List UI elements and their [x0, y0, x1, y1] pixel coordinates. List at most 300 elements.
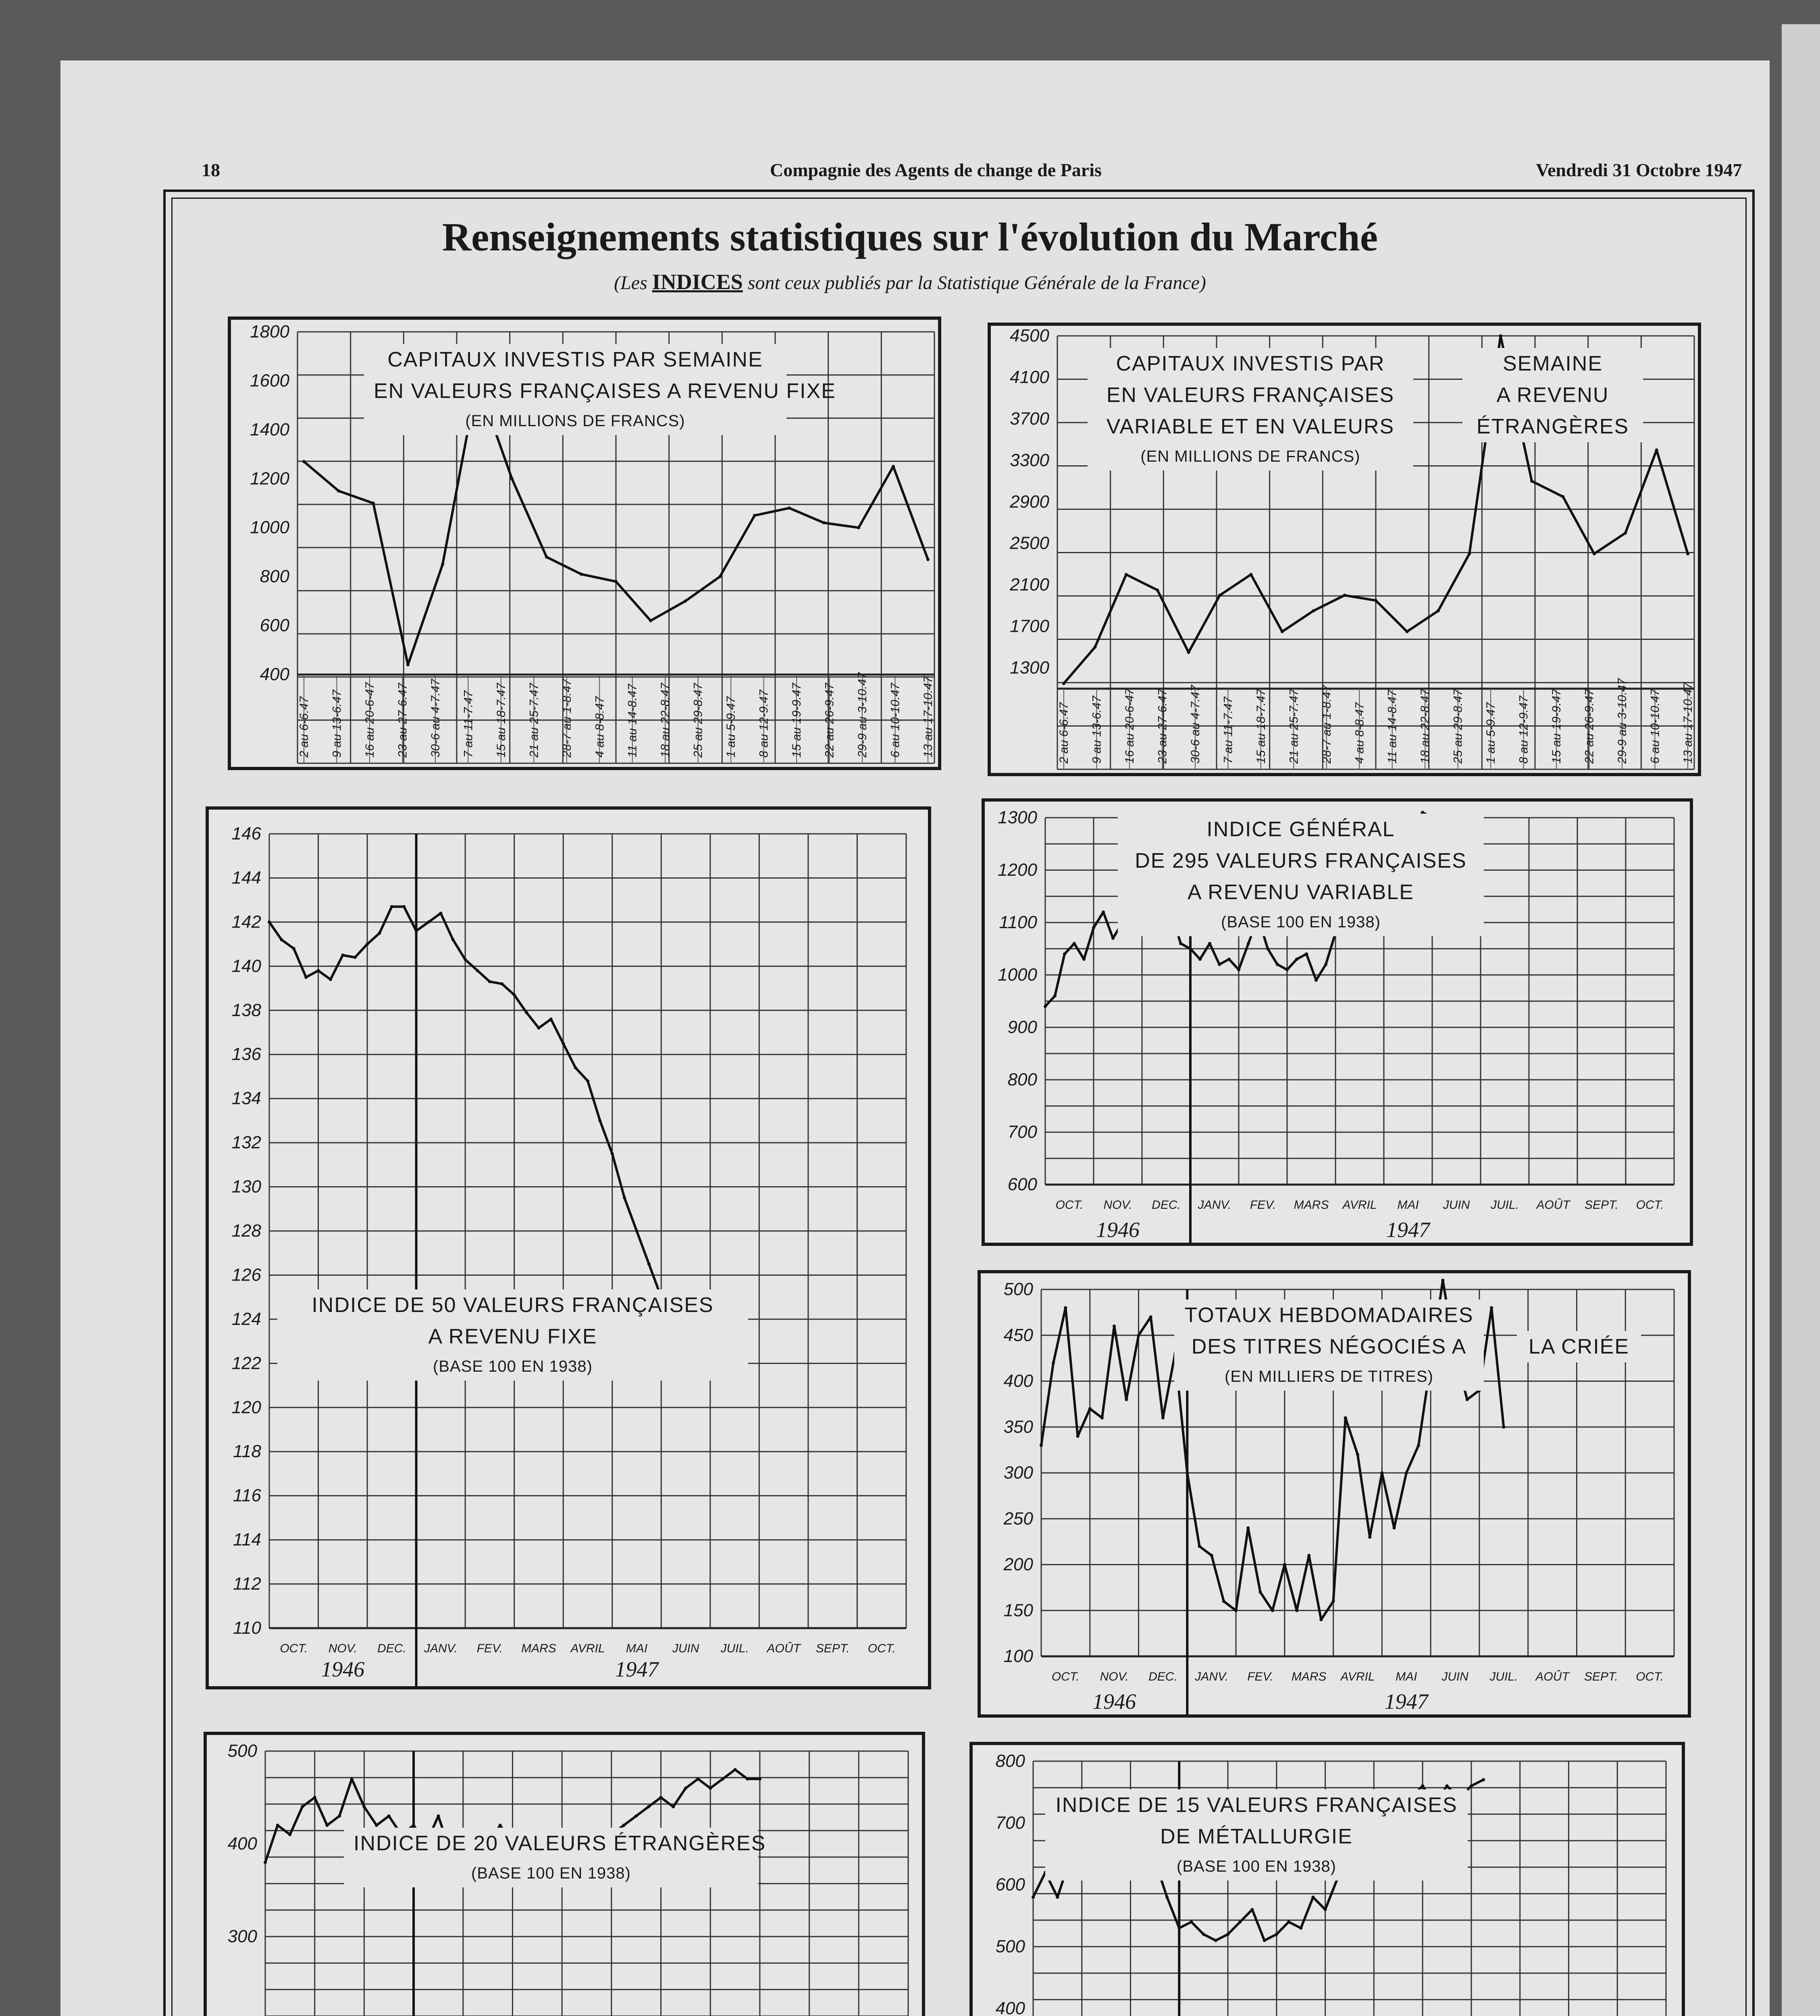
variable-data-point [1499, 334, 1502, 337]
fixed-week-label: 15 au 18-7.47 [494, 683, 508, 758]
fixed-week-label: 22 au 26-9.47 [823, 683, 836, 758]
i295-data-point [1324, 963, 1327, 966]
totaux-month-label: JANV. [1195, 1670, 1229, 1683]
fixed-data-point [649, 619, 652, 622]
variable-data-point [1312, 609, 1315, 612]
chart-capitaux-variable-title-left: CAPITAUX INVESTIS PAR EN VALEURS FRANÇAISES VARIABLE ET EN VALEURS [1106, 352, 1395, 438]
i50-year-label: 1946 [321, 1657, 365, 1681]
chart-capitaux-fixe [228, 317, 941, 770]
i15-data-point [1202, 1933, 1205, 1936]
i15-data-point [1299, 1926, 1302, 1930]
i50-ytick-label: 112 [233, 1574, 261, 1594]
totaux-data-point [1064, 1306, 1067, 1310]
chart-indice-295-title-box [1118, 814, 1484, 936]
chart-totaux-hebdo-title-left-box [1174, 1300, 1484, 1391]
variable-week-label: 13 au 17-10.47 [1681, 682, 1695, 764]
i295-data-point [1102, 910, 1105, 914]
i50-data-point [451, 938, 455, 941]
i50-ytick-label: 114 [233, 1530, 261, 1550]
i295-data-point [1218, 963, 1221, 966]
totaux-data-point [1502, 1425, 1505, 1429]
totaux-month-label: MAI [1396, 1670, 1417, 1683]
chart-indice-50-base: (BASE 100 EN 1938) [433, 1358, 593, 1375]
i295-ytick-label: 800 [1007, 1070, 1037, 1089]
i50-year-label: 1947 [615, 1657, 659, 1681]
i50-month-label: AVRIL [570, 1642, 605, 1655]
i15-data-point [1324, 1908, 1327, 1911]
totaux-month-label: NOV. [1100, 1670, 1129, 1683]
i50-data-point [611, 1152, 614, 1155]
totaux-data-point [1100, 1416, 1104, 1420]
i295-ytick-label: 1200 [998, 860, 1037, 880]
i50-data-point [427, 921, 430, 924]
i295-data-point [1073, 942, 1076, 945]
i20-data-point [288, 1833, 291, 1836]
variable-data-point [1437, 609, 1440, 612]
i50-data-point [598, 1119, 601, 1122]
variable-data-point [1686, 552, 1689, 555]
i295-data-point [1053, 994, 1057, 998]
variable-data-point [1374, 599, 1377, 602]
fixed-week-label: 11 au 14-8.47 [626, 684, 639, 758]
fixed-week-label: 8 au 12-9.47 [757, 689, 771, 758]
i295-month-label: FEV. [1250, 1198, 1276, 1212]
i295-ytick-label: 900 [1007, 1017, 1037, 1037]
totaux-month-label: OCT. [1051, 1670, 1080, 1683]
i50-data-point [366, 943, 369, 946]
i295-month-label: DEC. [1152, 1198, 1181, 1212]
i50-ytick-label: 110 [233, 1618, 261, 1638]
i15-data-point [1177, 1926, 1181, 1930]
i50-data-point [623, 1196, 626, 1200]
fixed-week-label: 13 au 17-10.47 [921, 676, 935, 758]
variable-week-label: 21 au 25-7.47 [1287, 689, 1301, 764]
totaux-data-point [1076, 1435, 1080, 1438]
i295-data-point [1305, 952, 1308, 956]
variable-ytick-label: 2500 [1010, 533, 1049, 553]
i295-year-label: 1946 [1096, 1218, 1140, 1242]
variable-data-point [1593, 552, 1596, 555]
variable-ytick-label: 2900 [1010, 492, 1049, 512]
i15-data-point [1275, 1933, 1278, 1936]
i295-data-point [1082, 958, 1086, 961]
variable-ytick-label: 1700 [1010, 616, 1049, 636]
fixed-data-point [857, 526, 860, 529]
i50-ytick-label: 140 [231, 956, 261, 976]
i50-ytick-label: 132 [231, 1133, 261, 1153]
totaux-data-point [1258, 1591, 1262, 1594]
i20-data-point [734, 1768, 737, 1771]
i295-month-label: MAI [1397, 1198, 1419, 1212]
variable-week-label: 9 au 13-6.47 [1090, 696, 1104, 764]
fixed-data-point [892, 465, 895, 468]
variable-week-label: 28-7 au 1-8.47 [1320, 685, 1333, 764]
fixed-week-label: 28-7 au 1-8.47 [560, 679, 574, 758]
chart-totaux-hebdo-base: (EN MILLIERS DE TITRES) [1225, 1368, 1433, 1385]
totaux-data-point [1271, 1609, 1274, 1612]
variable-week-label: 15 au 18-7.47 [1254, 689, 1268, 764]
chart-indice-15-title: INDICE DE 15 VALEURS FRANÇAISES DE MÉTALLURGIE [1055, 1793, 1458, 1848]
chart-indice-295 [982, 798, 1693, 1246]
variable-week-label: 11 au 14-8.47 [1385, 690, 1399, 764]
variable-ytick-label: 4100 [1010, 367, 1049, 387]
chart-indice-20-title-box [344, 1828, 766, 1887]
totaux-month-label: AOÛT [1535, 1670, 1569, 1683]
i15-ytick-label: 600 [995, 1874, 1025, 1895]
i50-data-point [500, 982, 503, 985]
totaux-data-point [1405, 1471, 1408, 1475]
i15-data-point [1190, 1920, 1193, 1924]
i50-data-point [439, 912, 442, 915]
variable-week-label: 2 au 6-6.47 [1057, 702, 1071, 764]
totaux-data-point [1319, 1618, 1323, 1621]
totaux-data-point [1052, 1361, 1055, 1364]
i20-data-point [634, 1814, 638, 1818]
variable-week-label: 23 au 27-6.47 [1156, 689, 1169, 764]
fixed-ytick-label: 600 [260, 615, 289, 635]
i15-data-point [1226, 1933, 1229, 1936]
i295-data-point [1179, 942, 1182, 945]
subtitle-post: sont ceux publiés par la Statistique Générale de la France) [747, 272, 1206, 294]
i15-data-point [1287, 1920, 1290, 1924]
i50-ytick-label: 130 [231, 1177, 261, 1197]
totaux-ytick-label: 400 [1003, 1371, 1033, 1391]
totaux-ytick-label: 500 [1003, 1279, 1033, 1299]
totaux-data-point [1417, 1444, 1420, 1447]
totaux-data-point [1234, 1609, 1238, 1612]
i50-data-point [488, 980, 491, 983]
i50-data-point [415, 929, 418, 933]
chart-indice-20-title: INDICE DE 20 VALEURS ÉTRANGÈRES [354, 1832, 766, 1855]
i20-data-point [313, 1796, 316, 1799]
fixed-week-label: 2 au 6-6.47 [297, 696, 311, 758]
i20-data-point [350, 1777, 354, 1781]
i295-month-label: NOV. [1103, 1198, 1132, 1212]
chart-indice-50-title: INDICE DE 50 VALEURS FRANÇAISES A REVENU FIXE [312, 1293, 714, 1348]
i15-data-point [1421, 1784, 1424, 1787]
chart-totaux-hebdo-title-right-box [1517, 1331, 1641, 1362]
i50-data-point [635, 1229, 639, 1233]
i50-ytick-label: 142 [231, 912, 261, 932]
i50-ytick-label: 124 [231, 1309, 261, 1329]
i20-data-point [758, 1777, 761, 1781]
totaux-data-point [1040, 1444, 1043, 1447]
i50-data-point [525, 1011, 528, 1014]
totaux-data-point [1210, 1554, 1213, 1557]
totaux-month-label: FEV. [1247, 1670, 1273, 1683]
i295-data-point [1315, 979, 1318, 982]
i20-ytick-label: 300 [227, 1926, 257, 1946]
i295-month-label: JANV. [1198, 1198, 1231, 1212]
i295-data-point [1189, 947, 1192, 950]
i50-data-point [341, 954, 344, 957]
page-edge [1782, 24, 1820, 2016]
totaux-data-point [1441, 1279, 1444, 1282]
i50-month-label: NOV. [328, 1642, 357, 1655]
variable-data-point [1468, 552, 1471, 555]
fixed-week-label: 1 au 5-9.47 [724, 696, 738, 758]
i15-data-point [1311, 1895, 1315, 1899]
page-subtitle [0, 269, 1820, 294]
fixed-week-label: 9 au 13-6.47 [330, 689, 344, 758]
chart-indice-20-base: (BASE 100 EN 1938) [471, 1864, 631, 1882]
i295-data-point [1092, 926, 1095, 929]
fixed-data-point [510, 477, 514, 480]
i50-data-point [378, 931, 381, 935]
totaux-data-point [1332, 1600, 1335, 1603]
totaux-data-point [1356, 1453, 1359, 1456]
totaux-data-point [1222, 1600, 1225, 1603]
i20-data-point [338, 1814, 341, 1818]
fixed-week-label: 15 au 19-9.47 [790, 683, 804, 758]
fixed-week-label: 21 au 25-7.47 [527, 683, 541, 758]
fixed-ytick-label: 1200 [250, 469, 289, 489]
totaux-ytick-label: 250 [1003, 1508, 1033, 1529]
i50-ytick-label: 128 [231, 1221, 261, 1241]
variable-week-label: 1 au 5-9.47 [1484, 702, 1498, 764]
i50-ytick-label: 138 [231, 1000, 261, 1020]
chart-capitaux-variable-title-right: SEMAINE A REVENU ÉTRANGÈRES [1476, 352, 1629, 438]
i20-data-point [325, 1824, 329, 1827]
i20-data-point [387, 1814, 391, 1818]
totaux-data-point [1368, 1535, 1371, 1539]
fixed-data-point [441, 563, 444, 566]
variable-week-label: 6 au 10-10.47 [1648, 689, 1662, 764]
totaux-data-point [1283, 1563, 1286, 1566]
variable-data-point [1062, 682, 1065, 685]
fixed-week-label: 4 au 8-8.47 [593, 696, 607, 758]
totaux-month-label: MARS [1291, 1670, 1327, 1683]
totaux-data-point [1186, 1471, 1189, 1475]
chart-capitaux-variable-title-right-box [1462, 348, 1643, 442]
i15-data-point [1446, 1784, 1449, 1787]
i295-ytick-label: 1300 [998, 808, 1037, 827]
i50-ytick-label: 120 [231, 1397, 261, 1417]
i20-data-point [499, 1824, 502, 1827]
i50-month-label: JUIL. [720, 1642, 749, 1655]
totaux-data-point [1137, 1334, 1140, 1337]
i50-data-point [549, 1018, 553, 1021]
totaux-month-label: JUIL. [1489, 1670, 1518, 1683]
i20-data-point [362, 1805, 366, 1808]
chart-totaux-hebdo-title-right: LA CRIÉE [1528, 1335, 1630, 1358]
totaux-data-point [1295, 1609, 1298, 1612]
i50-data-point [513, 993, 516, 996]
chart-indice-15 [969, 1742, 1685, 2016]
variable-data-point [1125, 573, 1128, 576]
chart-indice-15-title-box [1045, 1789, 1468, 1881]
i20-data-point [647, 1805, 650, 1808]
i50-data-point [268, 921, 271, 924]
totaux-data-point [1125, 1398, 1128, 1401]
variable-week-label: 7 au 11-7.47 [1221, 696, 1235, 764]
fixed-ytick-label: 1800 [250, 322, 289, 342]
totaux-ytick-label: 300 [1003, 1463, 1033, 1483]
totaux-month-label: SEPT. [1584, 1670, 1618, 1683]
i50-data-point [464, 958, 467, 961]
i15-ytick-label: 700 [995, 1813, 1025, 1833]
i50-ytick-label: 144 [231, 868, 261, 888]
subtitle-pre: (Les [614, 272, 647, 294]
chart-capitaux-fixe-title: CAPITAUX INVESTIS PAR SEMAINE EN VALEURS FRANÇAISES A REVENU FIXE [374, 348, 836, 403]
i50-ytick-label: 136 [231, 1044, 261, 1064]
totaux-data-point [1490, 1306, 1493, 1310]
i20-data-point [746, 1777, 749, 1781]
i50-month-label: DEC. [377, 1642, 406, 1655]
i50-data-point [317, 969, 320, 972]
variable-week-label: 30-6 au 4-7.47 [1188, 685, 1202, 764]
i50-data-point [280, 938, 283, 941]
fixed-week-label: 6 au 10-10.47 [888, 683, 902, 758]
i20-data-point [709, 1787, 712, 1790]
i20-data-point [672, 1805, 675, 1808]
variable-data-point [1249, 573, 1252, 576]
i50-ytick-label: 134 [231, 1088, 261, 1108]
i295-month-label: JUIL. [1490, 1198, 1519, 1212]
i295-data-point [1247, 942, 1250, 945]
i50-month-label: JANV. [424, 1642, 458, 1655]
i50-data-point [537, 1027, 540, 1030]
variable-data-point [1405, 630, 1408, 633]
totaux-ytick-label: 100 [1003, 1646, 1033, 1666]
fixed-week-label: 29-9 au 3-10.47 [856, 672, 869, 758]
i50-month-label: MARS [521, 1642, 556, 1655]
fixed-data-point [684, 600, 687, 603]
i295-year-label: 1947 [1386, 1218, 1430, 1242]
i295-data-point [1227, 958, 1231, 961]
publication-name: Compagnie des Agents de change de Paris [770, 160, 1102, 180]
i295-data-point [1285, 968, 1289, 971]
i295-data-point [1208, 942, 1211, 945]
variable-data-point [1093, 646, 1096, 649]
i50-data-point [329, 978, 332, 981]
i20-data-point [437, 1814, 440, 1818]
i50-month-label: FEV. [476, 1642, 503, 1655]
totaux-data-point [1113, 1325, 1116, 1328]
totaux-data-point [1246, 1527, 1250, 1530]
i50-ytick-label: 118 [233, 1441, 261, 1462]
fixed-data-point [337, 489, 340, 493]
i295-data-point [1276, 963, 1279, 966]
fixed-data-point [926, 558, 930, 561]
i15-data-point [1470, 1784, 1473, 1787]
fixed-week-label: 18 au 22-8.47 [659, 683, 672, 758]
chart-indice-295-base: (BASE 100 EN 1938) [1221, 913, 1381, 931]
totaux-ytick-label: 150 [1003, 1600, 1033, 1620]
i295-month-label: AVRIL [1342, 1198, 1377, 1212]
variable-ytick-label: 4500 [1010, 326, 1049, 346]
i15-data-point [1056, 1895, 1059, 1899]
i295-data-point [1198, 958, 1202, 961]
totaux-year-label: 1946 [1092, 1689, 1136, 1714]
chart-indice-15-base: (BASE 100 EN 1938) [1177, 1858, 1336, 1875]
i15-ytick-label: 400 [995, 1998, 1025, 2016]
i20-data-point [721, 1777, 724, 1781]
variable-data-point [1624, 531, 1627, 535]
i50-data-point [476, 969, 479, 972]
variable-week-label: 15 au 19-9.47 [1550, 689, 1564, 764]
i15-data-point [1263, 1939, 1266, 1942]
fixed-data-point [302, 460, 306, 463]
i50-ytick-label: 122 [231, 1353, 261, 1373]
i20-data-point [659, 1796, 663, 1799]
i50-ytick-label: 116 [233, 1485, 261, 1506]
totaux-data-point [1088, 1407, 1092, 1410]
chart-totaux-hebdo [978, 1270, 1691, 1718]
variable-data-point [1218, 594, 1221, 597]
fixed-week-label: 7 au 11-7.47 [462, 690, 475, 758]
issue-date: Vendredi 31 Octobre 1947 [1536, 160, 1742, 180]
totaux-month-label: DEC. [1148, 1670, 1177, 1683]
i50-data-point [574, 1066, 577, 1069]
totaux-data-point [1161, 1416, 1165, 1420]
totaux-data-point [1344, 1416, 1347, 1420]
totaux-ytick-label: 450 [1003, 1325, 1033, 1345]
i20-data-point [375, 1824, 378, 1827]
page-title: Renseignements statistiques sur l'évolution du Marché [442, 215, 1378, 259]
i15-ytick-label: 500 [995, 1937, 1025, 1956]
variable-ytick-label: 2100 [1010, 575, 1049, 595]
i295-data-point [1266, 947, 1269, 950]
i295-data-point [1044, 1005, 1047, 1008]
i50-month-label: OCT. [867, 1642, 896, 1655]
chart-capitaux-variable-base: (EN MILLIONS DE FRANCS) [1140, 448, 1360, 465]
chart-totaux-hebdo-title-left: TOTAUX HEBDOMADAIRES DES TITRES NÉGOCIÉS A [1184, 1304, 1474, 1358]
variable-data-point [1156, 589, 1159, 592]
chart-indice-20 [204, 1732, 925, 2016]
variable-data-point [1281, 630, 1284, 633]
i50-month-label: SEPT. [815, 1642, 850, 1655]
chart-indice-50 [206, 806, 931, 1689]
chart-indice-50-title-box [277, 1289, 748, 1381]
i20-ytick-label: 400 [227, 1834, 257, 1854]
variable-week-label: 18 au 22-8.47 [1419, 689, 1432, 764]
chart-capitaux-variable-title-left-box [1088, 348, 1413, 471]
variable-ytick-label: 3700 [1010, 408, 1049, 429]
i50-data-point [390, 905, 393, 908]
i20-data-point [684, 1787, 687, 1790]
i50-month-label: OCT. [280, 1642, 308, 1655]
fixed-week-label: 30-6 au 4-7.47 [428, 679, 442, 758]
i295-ytick-label: 1000 [998, 965, 1037, 985]
totaux-ytick-label: 200 [1003, 1554, 1033, 1574]
fixed-data-point [753, 514, 756, 517]
chart-indice-295-title: INDICE GÉNÉRAL DE 295 VALEURS FRANÇAISES A REVENU VARIABLE [1135, 818, 1467, 904]
variable-week-label: 22 au 26-9.47 [1583, 689, 1596, 764]
i20-data-point [276, 1824, 279, 1827]
chart-capitaux-fixe-base: (EN MILLIONS DE FRANCS) [465, 412, 685, 430]
fixed-week-label: 25 au 29-8.47 [691, 683, 705, 758]
chart-capitaux-fixe-title-box [364, 344, 836, 435]
fixed-week-label: 23 au 27-6.47 [396, 683, 410, 758]
i295-ytick-label: 700 [1007, 1122, 1037, 1142]
i15-ytick-label: 800 [995, 1751, 1025, 1771]
i50-ytick-label: 146 [231, 824, 261, 843]
chart-capitaux-variable [988, 323, 1701, 776]
i15-data-point [1214, 1939, 1217, 1942]
variable-week-label: 25 au 29-8.47 [1451, 689, 1465, 764]
totaux-month-label: JUIN [1441, 1670, 1468, 1683]
totaux-data-point [1307, 1554, 1310, 1557]
i50-data-point [562, 1042, 565, 1045]
variable-data-point [1655, 448, 1658, 452]
i295-data-point [1063, 952, 1066, 956]
i295-month-label: OCT. [1636, 1198, 1664, 1212]
totaux-data-point [1149, 1315, 1152, 1318]
i295-ytick-label: 1100 [999, 912, 1037, 932]
fixed-ytick-label: 1400 [250, 419, 289, 439]
totaux-ytick-label: 350 [1003, 1417, 1033, 1437]
